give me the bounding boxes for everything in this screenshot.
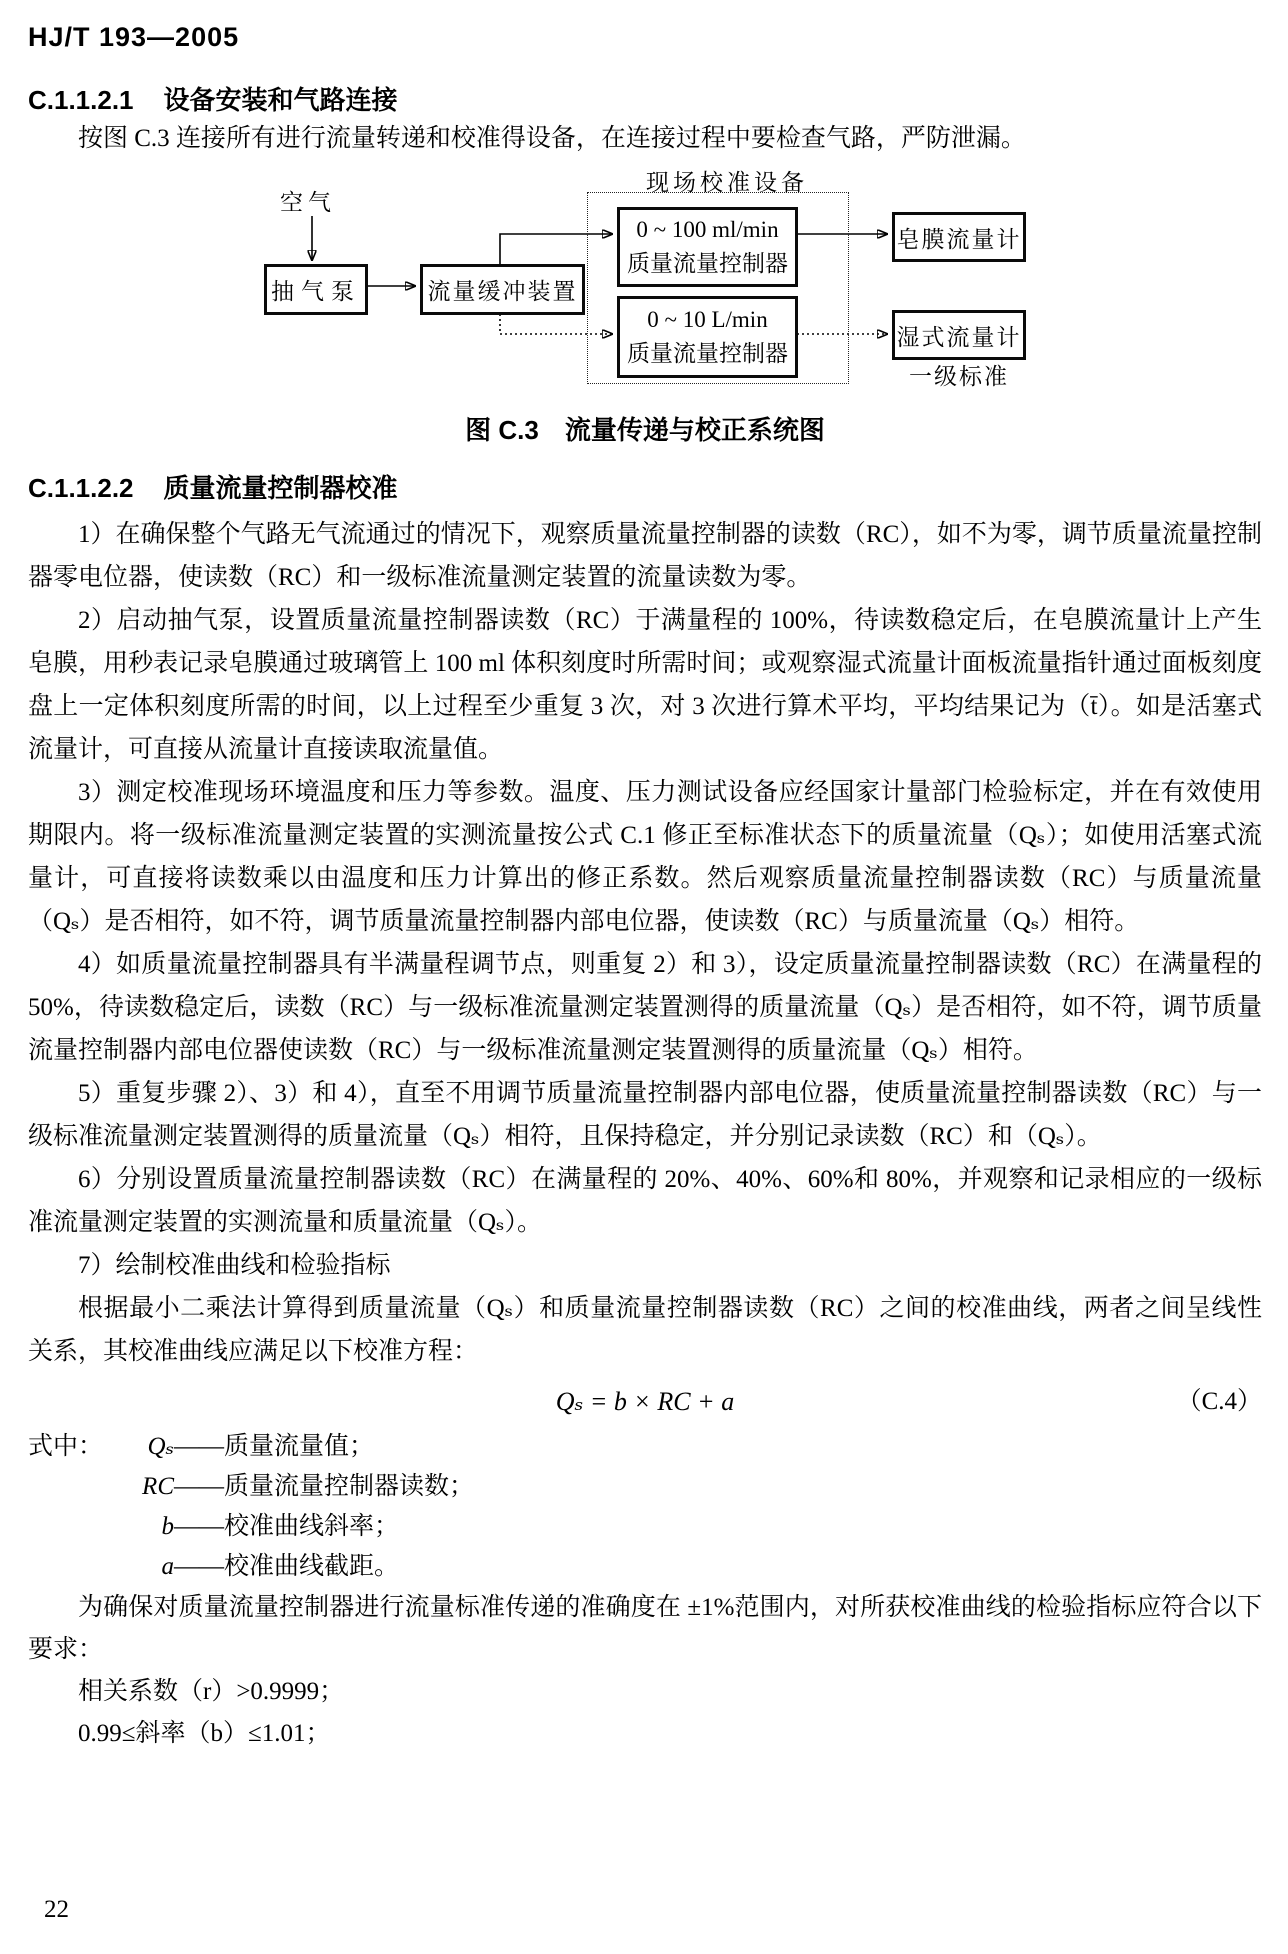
requirement-slope: 0.99≤斜率（b）≤1.01； (78, 1720, 331, 1747)
procedure-item-7: 7）绘制校准曲线和检验指标 (78, 1252, 391, 1279)
accuracy-paragraph: 为确保对质量流量控制器进行流量标准传递的准确度在 ±1%范围内，对所获校准曲线的检验指标应符合以下要求： (28, 1594, 1262, 1663)
procedure-item-3: 3）测定校准现场环境温度和压力等参数。温度、压力测试设备应经国家计量部门检验标定，并在有效使用期限内。将一级标准流量测定装置的实测流量按公式 C.1 修正至标准状态下的质量流量（Qₛ）；如使用活塞式流量计，可直接将读数乘以由温度和压力计算出的修正系数。然后观察质量流量控制器读数（RC）与质量流量（Qₛ）是否相符，如不符，调节质量流量控制器内部电位器，使读数（RC）与质量流量（Qₛ）相符。 (28, 779, 1262, 935)
section-number: C.1.1.2.2 (28, 473, 134, 503)
definitions-lead-spacer (28, 1547, 110, 1587)
equation-body: Qₛ = b × RC + a (555, 1387, 735, 1416)
definitions-lead-spacer (28, 1467, 110, 1507)
page-number: 22 (44, 1896, 69, 1923)
section-title: 质量流量控制器校准 (163, 473, 398, 503)
procedure-item-6: 6）分别设置质量流量控制器读数（RC）在满量程的 20%、40%、60%和 80%，并观察和记录相应的一级标准流量测定装置的实测流量和质量流量（Qₛ）。 (28, 1166, 1262, 1236)
definition-row-b (28, 1507, 1262, 1547)
mfc-100ml-label: 质量流量控制器 (627, 251, 788, 276)
flow-buffer-box: 流量缓冲装置 (420, 264, 585, 315)
procedure-item-2: 2）启动抽气泵，设置质量流量控制器读数（RC）于满量程的 100%，待读数稳定后，在皂膜流量计上产生皂膜，用秒表记录皂膜通过玻璃管上 100 ml 体积刻度时所需时间；或观察湿式流量计面板流量指针通过面板刻度盘上一定体积刻度所需的时间，以上过程至少重复 3 次，对 3 次进行算术平均，平均结果记为（t̄）。如是活塞式流量计，可直接从流量计直接读取流量值。 (28, 607, 1262, 763)
definition-a: ——校准曲线截距。 (174, 1553, 400, 1580)
symbol-b: b (161, 1513, 174, 1540)
pump-box: 抽气泵 (264, 264, 368, 315)
definition-row-qs (28, 1427, 1262, 1467)
mfc-100ml-box (617, 207, 798, 287)
equation-tag: （C.4） (1176, 1388, 1262, 1415)
group-label: 现场校准设备 (646, 170, 808, 195)
definition-rc: ——质量流量控制器读数； (174, 1473, 475, 1500)
definition-row-rc (28, 1467, 1262, 1507)
definitions-lead: 式中： (28, 1433, 104, 1460)
procedure-item-4: 4）如质量流量控制器具有半满量程调节点，则重复 2）和 3），设定质量流量控制器读数（RC）在满量程的 50%，待读数稳定后，读数（RC）与一级标准流量测定装置测得的质量流量（Qₛ）是否相符，如不符，调节质量流量控制器内部电位器使读数（RC）与一级标准流量测定装置测得的质量流量（Qₛ）相符。 (28, 951, 1262, 1064)
symbol-rc: RC (142, 1473, 174, 1500)
mfc-100ml-range: 0 ~ 100 ml/min (636, 217, 779, 242)
section-number: C.1.1.2.1 (28, 85, 134, 115)
equation-c4 (28, 1377, 1262, 1427)
mfc-10l-label: 质量流量控制器 (627, 341, 788, 366)
symbol-qs: Qₛ (147, 1433, 174, 1460)
procedure-item-7-detail: 根据最小二乘法计算得到质量流量（Qₛ）和质量流量控制器读数（RC）之间的校准曲线，两者之间呈线性关系，其校准曲线应满足以下校准方程： (28, 1295, 1262, 1365)
symbol-a: a (161, 1553, 174, 1580)
figure-caption: 图 C.3 流量传递与校正系统图 (465, 415, 825, 445)
standard-number: HJ/T 193—2005 (28, 22, 240, 52)
section-heading-c1122 (28, 471, 1262, 505)
mfc-10l-box (617, 296, 798, 378)
intro-paragraph: 按图 C.3 连接所有进行流量转递和校准得设备，在连接过程中要检查气路，严防泄漏。 (78, 125, 1026, 152)
section-title: 设备安装和气路连接 (163, 85, 398, 115)
definition-row-a (28, 1547, 1262, 1587)
procedure-list (28, 513, 1262, 1373)
procedure-item-1: 1）在确保整个气路无气流通过的情况下，观察质量流量控制器的读数（RC），如不为零，调节质量流量控制器零电位器，使读数（RC）和一级标准流量测定装置的流量读数为零。 (28, 521, 1262, 591)
definition-b: ——校准曲线斜率； (174, 1513, 400, 1540)
requirement-correlation: 相关系数（r）>0.9999； (78, 1678, 345, 1705)
figure-c3-diagram (232, 164, 1032, 396)
wet-meter-box: 湿式流量计 (892, 310, 1026, 360)
procedure-item-5: 5）重复步骤 2）、3）和 4），直至不用调节质量流量控制器内部电位器，使质量流量控制器读数（RC）与一级标准流量测定装置测得的质量流量（Qₛ）相符，且保持稳定，并分别记录读数（RC）和（Qₛ）。 (28, 1080, 1262, 1150)
definition-qs: ——质量流量值； (174, 1433, 375, 1460)
air-label: 空气 (280, 190, 336, 215)
definitions-lead-spacer (28, 1507, 110, 1547)
soap-film-meter-box: 皂膜流量计 (892, 212, 1026, 262)
section-heading-c1121 (28, 83, 1262, 117)
symbol-definitions (28, 1427, 1262, 1587)
mfc-10l-range: 0 ~ 10 L/min (647, 307, 768, 332)
primary-standard-label: 一级标准 (909, 364, 1009, 389)
